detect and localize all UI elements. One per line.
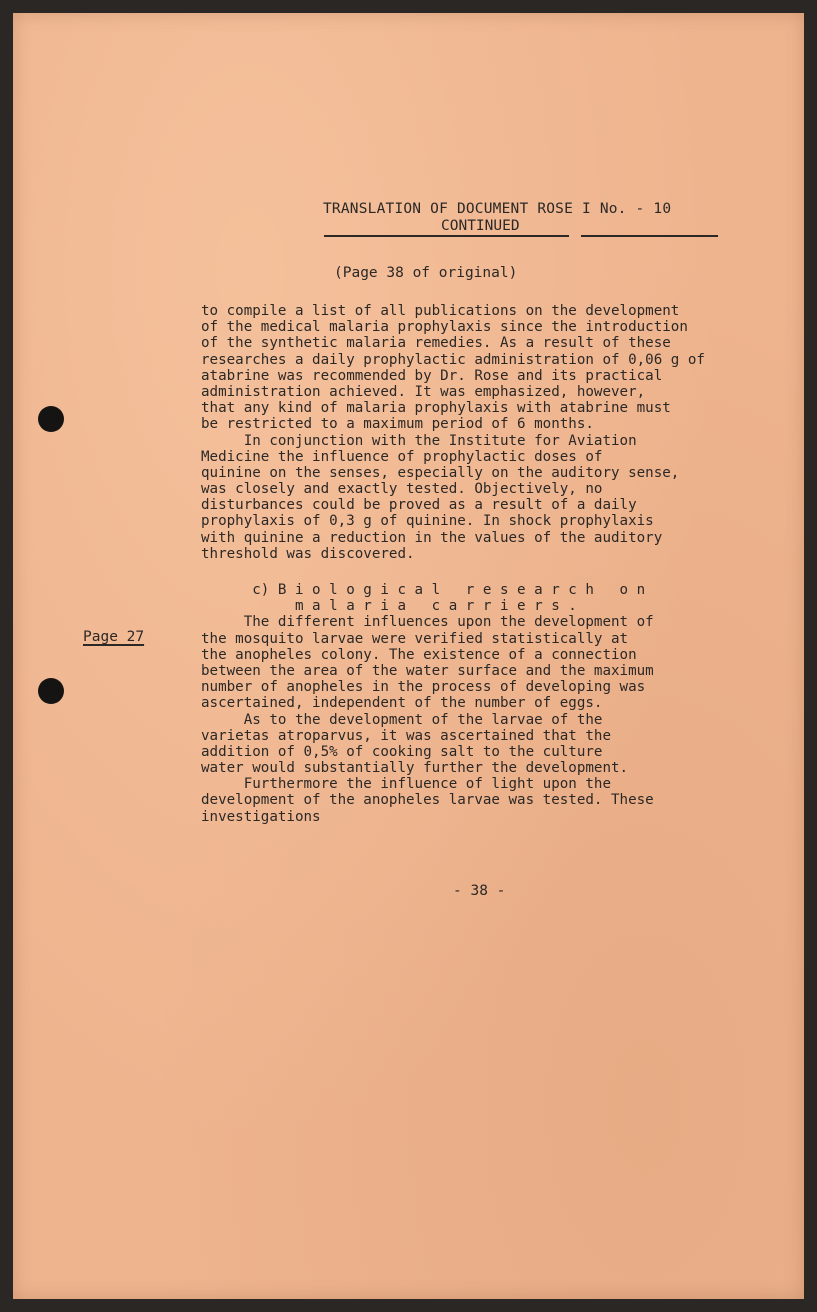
document-subtitle: CONTINUED — [441, 218, 520, 234]
document-title: TRANSLATION OF DOCUMENT ROSE I No. - 10 — [323, 201, 672, 217]
punch-hole-bottom — [38, 678, 64, 704]
body-line: The different influences upon the development of — [201, 614, 654, 631]
body-line: ascertained, independent of the number of eggs. — [201, 695, 603, 712]
body-line: Furthermore the influence of light upon the — [201, 776, 611, 793]
section-heading-line: m a l a r i a c a r r i e r s . — [201, 598, 577, 615]
document-page — [13, 13, 804, 1299]
body-line: In conjunction with the Institute for Aviation — [201, 432, 637, 449]
body-line: the mosquito larvae were verified statistically at — [201, 630, 629, 647]
body-line: disturbances could be proved as a result of a daily — [201, 497, 637, 514]
body-line: be restricted to a maximum period of 6 months. — [201, 416, 594, 433]
body-line: between the area of the water surface and the maximum — [201, 662, 654, 679]
body-line: of the medical malaria prophylaxis since the introduction — [201, 319, 688, 336]
body-line: addition of 0,5% of cooking salt to the culture — [201, 743, 603, 760]
body-text — [201, 303, 781, 825]
section-heading-line: c) B i o l o g i c a l r e s e a r c h o n — [201, 582, 646, 598]
body-line: As to the development of the larvae of the — [201, 711, 603, 728]
body-line: atabrine was recommended by Dr. Rose and its practical — [201, 367, 663, 384]
body-line: Medicine the influence of prophylactic doses of — [201, 448, 603, 465]
body-line: researches a daily prophylactic administration of 0,06 g of — [201, 351, 705, 368]
body-line: threshold was discovered. — [201, 545, 415, 562]
body-line: of the synthetic malaria remedies. As a result of these — [201, 335, 671, 352]
header-underline-left — [324, 235, 569, 237]
body-line: quinine on the senses, especially on the auditory sense, — [201, 464, 680, 481]
punch-hole-top — [38, 406, 64, 432]
body-line: development of the anopheles larvae was tested. These — [201, 792, 654, 809]
body-line: number of anopheles in the process of developing was — [201, 679, 646, 696]
body-line: with quinine a reduction in the values of the auditory — [201, 529, 663, 546]
body-line: that any kind of malaria prophylaxis with atabrine must — [201, 400, 671, 417]
body-line: investigations — [201, 808, 321, 825]
page-number: - 38 - — [453, 883, 506, 899]
body-line: varietas atroparvus, it was ascertained that the — [201, 727, 611, 744]
paragraph-gap — [201, 562, 781, 582]
margin-page-note: Page 27 — [83, 629, 145, 645]
body-line: administration achieved. It was emphasized, however, — [201, 383, 646, 400]
body-line: water would substantially further the development. — [201, 760, 629, 777]
header-underline-right — [581, 235, 718, 237]
body-line: to compile a list of all publications on the development — [201, 303, 680, 319]
body-line: was closely and exactly tested. Objectively, no — [201, 481, 603, 498]
body-line: the anopheles colony. The existence of a connection — [201, 646, 637, 663]
body-line: prophylaxis of 0,3 g of quinine. In shock prophylaxis — [201, 513, 654, 530]
original-page-reference: (Page 38 of original) — [334, 265, 518, 281]
